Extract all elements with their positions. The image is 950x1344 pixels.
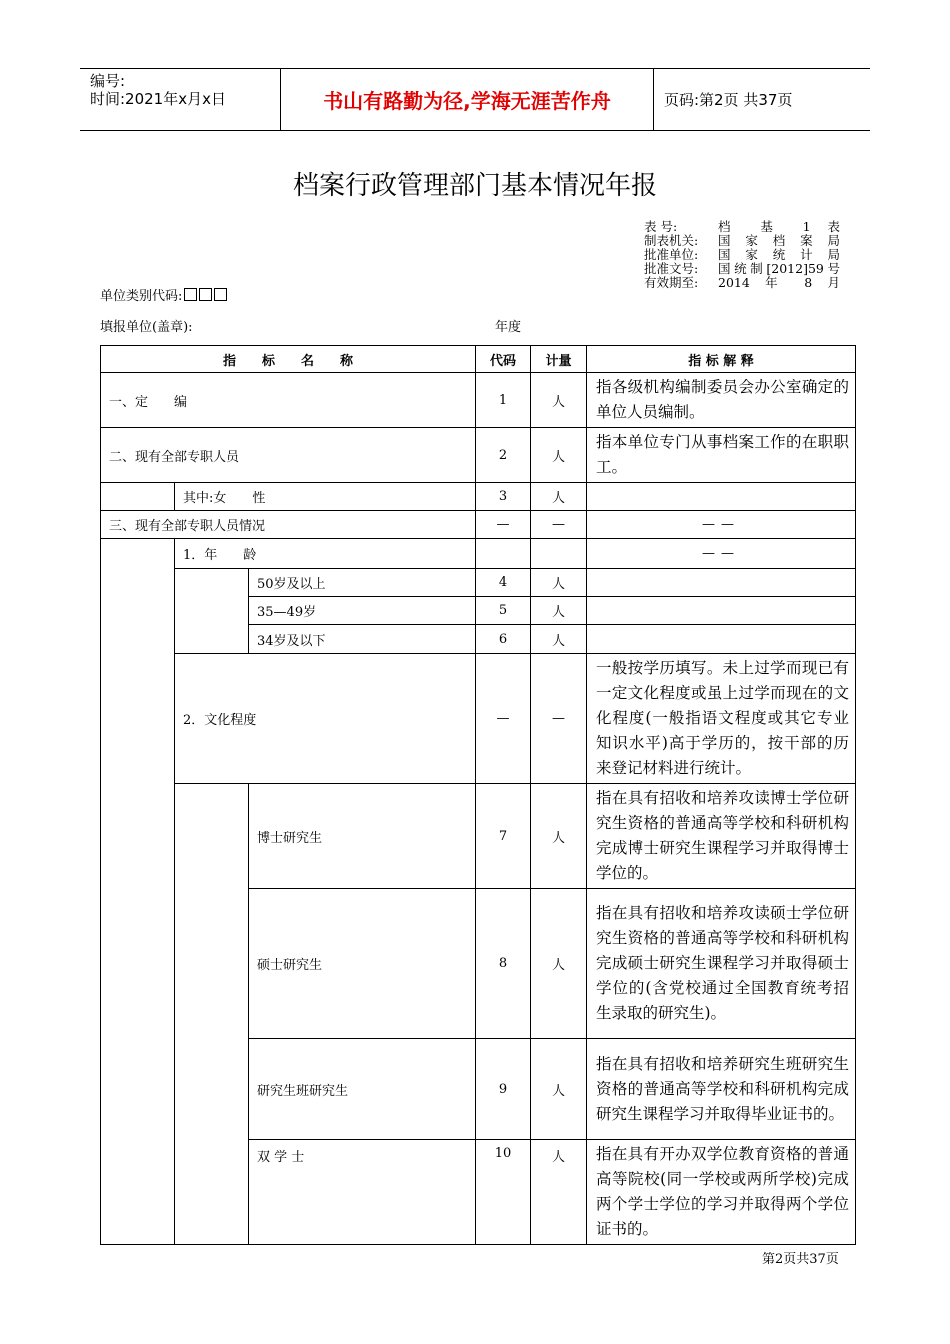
indicator-explain [587,569,856,597]
form-meta [644,220,840,290]
indicator-code: 6 [476,625,531,654]
indicator-code: 9 [476,1039,531,1140]
header-code: 代码 [476,346,531,373]
indicator-unit: 人 [531,1039,587,1140]
indent-cell [101,483,175,511]
indent-cell [101,539,175,654]
indicator-explain [587,483,856,511]
meta-label: 批准文号: [644,261,699,276]
unit-code-field [100,285,227,304]
indicator-explain: 指在具有招收和培养攻读博士学位研究生资格的普通高等学校和科研机构完成博士研究生课程学习并取得博士学位的。 [587,784,856,889]
indicator-code: 3 [476,483,531,511]
table-row [101,511,856,539]
meta-label: 表 号: [644,219,678,234]
indicator-explain: 指各级机构编制委员会办公室确定的单位人员编制。 [587,373,856,428]
indicator-code: 5 [476,597,531,625]
indent-cell [175,569,249,654]
indicator-explain: —— [587,539,856,569]
indicator-unit: — [531,654,587,784]
table-row [101,654,856,784]
indicator-explain [587,597,856,625]
indicator-name: 其中:女 性 [175,483,476,511]
indicator-unit: 人 [531,1140,587,1245]
unit-code-label: 单位类别代码: [100,289,183,304]
indicator-code: — [476,654,531,784]
indicator-unit: 人 [531,784,587,889]
code-box[interactable] [199,288,212,301]
meta-label: 有效期至: [644,275,699,290]
indicator-name: 一、定 编 [101,373,476,428]
table-row [101,373,856,428]
meta-row [644,234,840,248]
indicator-explain: 指在具有开办双学位教育资格的普通高等院校(同一学校或两所学校)完成两个学士学位的学习并取得两个学位证书的。 [587,1140,856,1245]
indicator-name: 50岁及以上 [249,569,476,597]
meta-value: 档 基 1 表 [718,219,840,234]
indicator-explain: 指在具有招收和培养攻读硕士学位研究生资格的普通高等学校和科研机构完成硕士研究生课程学习并取得硕士学位的(含党校通过全国教育统考招生录取的研究生)。 [587,889,856,1039]
indicator-code: 7 [476,784,531,889]
meta-label: 制表机关: [644,233,699,248]
indicator-explain [587,625,856,654]
indicator-name: 三、现有全部专职人员情况 [101,511,476,539]
time-label: 时间:2021年x月x日 [90,90,226,108]
table-row [101,784,856,889]
meta-row [644,248,840,262]
header-unit: 计量 [531,346,587,373]
year-label: 年度 [495,320,522,335]
indicator-name: 35—49岁 [249,597,476,625]
table-row [101,428,856,483]
indicator-unit: — [531,511,587,539]
document-header [80,68,870,131]
code-box[interactable] [214,288,227,301]
indicator-code [476,539,531,569]
table-header-row [101,346,856,373]
indicator-unit: 人 [531,889,587,1039]
meta-row [644,276,840,290]
table-row [101,539,856,569]
indicator-explain: 指本单位专门从事档案工作的在职职工。 [587,428,856,483]
header-name: 指 标 名 称 [101,346,476,373]
code-box[interactable] [184,288,197,301]
meta-label: 批准单位: [644,247,699,262]
meta-value: 国 家 统 计 局 [718,247,840,262]
header-explain: 指 标 解 释 [587,346,856,373]
indicator-unit [531,539,587,569]
table-row [101,483,856,511]
footer-page-number: 第2页共37页 [762,1252,839,1267]
indicator-name: 34岁及以下 [249,625,476,654]
meta-row [644,262,840,276]
indicator-name: 1．年 龄 [175,539,476,569]
indent-cell [101,654,175,1245]
indicator-unit: 人 [531,373,587,428]
indicator-table [100,345,856,1245]
indicator-explain: 指在具有招收和培养研究生班研究生资格的普通高等学校和科研机构完成研究生课程学习并取得毕业证书的。 [587,1039,856,1140]
meta-row [644,220,840,234]
indicator-code: 8 [476,889,531,1039]
indicator-code: 1 [476,373,531,428]
indicator-name: 双 学 士 [249,1140,476,1245]
table-row [101,569,856,597]
indicator-unit: 人 [531,625,587,654]
indicator-code: — [476,511,531,539]
meta-value: 国 家 档 案 局 [718,233,840,248]
indent-cell [175,784,249,1245]
page-label: 页码:第2页 共37页 [664,91,793,109]
indicator-name: 硕士研究生 [249,889,476,1039]
indicator-unit: 人 [531,597,587,625]
document-title: 档案行政管理部门基本情况年报 [292,171,657,201]
fill-unit-label: 填报单位(盖章): [100,320,193,335]
indicator-code: 10 [476,1140,531,1245]
indicator-name: 二、现有全部专职人员 [101,428,476,483]
indicator-code: 2 [476,428,531,483]
indicator-explain: —— [587,511,856,539]
indicator-name: 研究生班研究生 [249,1039,476,1140]
meta-value: 国统制[2012]59号 [718,261,840,276]
header-left-cell [80,69,281,130]
meta-value: 2014 年 8 月 [718,275,840,290]
indicator-name: 博士研究生 [249,784,476,889]
motto: 书山有路勤为径,学海无涯苦作舟 [281,69,654,130]
indicator-name: 2．文化程度 [175,654,476,784]
indicator-explain: 一般按学历填写。未上过学而现已有一定文化程度或虽上过学而现在的文化程度(一般指语文程度或其它专业知识水平)高于学历的，按干部的历来登记材料进行统计。 [587,654,856,784]
indicator-code: 4 [476,569,531,597]
indicator-unit: 人 [531,428,587,483]
indicator-unit: 人 [531,569,587,597]
serial-label: 编号: [90,72,126,90]
indicator-unit: 人 [531,483,587,511]
